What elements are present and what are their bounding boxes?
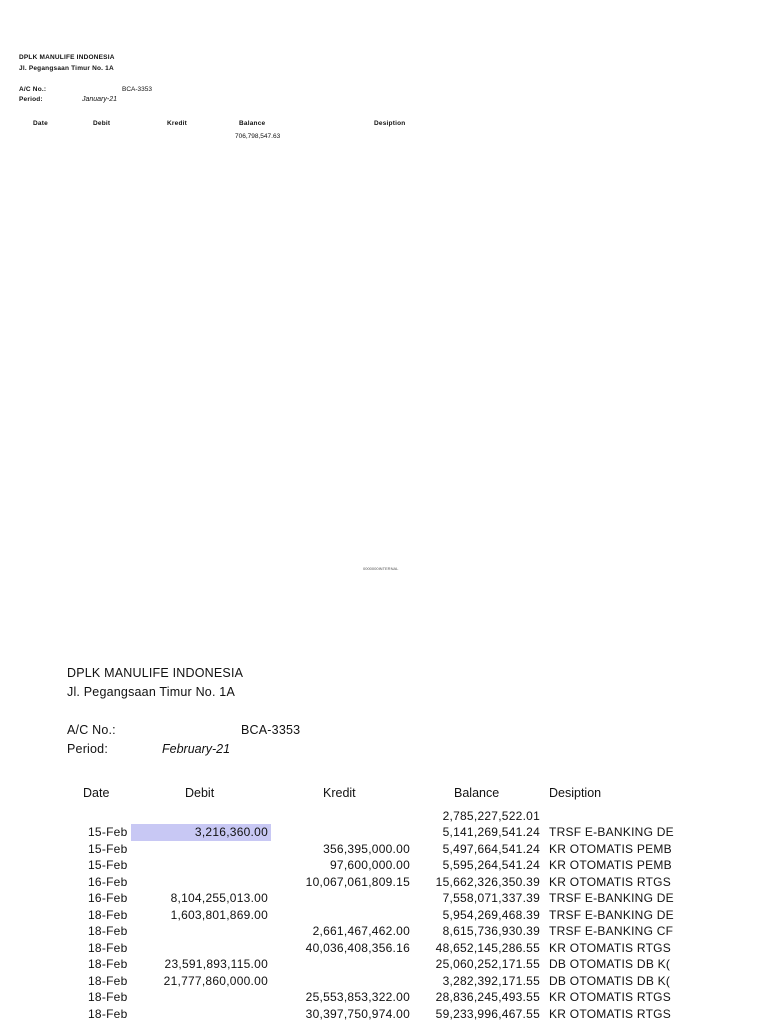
p1-col-debit: Debit <box>93 120 111 127</box>
row-date: 16-Feb <box>88 891 128 905</box>
row-date: 15-Feb <box>88 825 128 839</box>
row-date: 18-Feb <box>88 1006 128 1021</box>
p1-company-name: DPLK MANULIFE INDONESIA <box>19 54 115 61</box>
row-balance: 5,141,269,541.24 <box>442 825 540 839</box>
table-row <box>0 908 768 925</box>
table-row <box>0 842 768 859</box>
row-balance: 28,836,245,493.55 <box>435 990 540 1004</box>
row-balance: 15,662,326,350.39 <box>435 874 540 889</box>
p1-period-value: January-21 <box>82 96 118 103</box>
table-row <box>0 990 768 1007</box>
table-row <box>0 974 768 991</box>
row-balance: 25,060,252,171.55 <box>435 957 540 971</box>
p2-period-label: Period: <box>67 742 109 756</box>
row-date: 18-Feb <box>88 924 128 938</box>
row-debit: 21,777,860,000.00 <box>163 973 268 988</box>
p1-period-label: Period: <box>19 96 43 103</box>
row-balance: 59,233,996,467.55 <box>435 1006 540 1021</box>
row-description: KR OTOMATIS RTGS <box>549 874 672 889</box>
p1-ac-value: BCA-3353 <box>122 86 152 93</box>
p1-ac-label: A/C No.: <box>19 86 47 93</box>
p1-col-description: Desiption <box>374 120 406 127</box>
internal-classification-mark: 0000000INTERNAL <box>363 566 399 571</box>
p2-company-name: DPLK MANULIFE INDONESIA <box>67 666 244 680</box>
row-description: TRSF E-BANKING DE <box>549 825 674 839</box>
p2-address: Jl. Pegangsaan Timur No. 1A <box>67 685 235 699</box>
p1-opening-balance: 706,798,547.63 <box>235 133 281 140</box>
row-kredit: 2,661,467,462.00 <box>312 924 410 938</box>
row-description: KR OTOMATIS RTGS <box>549 990 672 1004</box>
p2-col-debit: Debit <box>185 786 215 800</box>
table-row <box>0 825 768 842</box>
row-date: 18-Feb <box>88 973 128 988</box>
row-kredit: 97,600,000.00 <box>330 858 410 872</box>
table-row <box>0 957 768 974</box>
row-description: TRSF E-BANKING DE <box>549 907 674 922</box>
p2-ac-value: BCA-3353 <box>241 723 301 737</box>
row-debit: 8,104,255,013.00 <box>170 891 268 905</box>
row-kredit: 10,067,061,809.15 <box>305 874 410 889</box>
row-date: 16-Feb <box>88 874 128 889</box>
p1-col-date: Date <box>33 120 48 127</box>
table-row <box>0 924 768 941</box>
table-row <box>0 1007 768 1024</box>
row-debit: 23,591,893,115.00 <box>164 957 268 971</box>
p2-col-kredit: Kredit <box>323 786 356 800</box>
row-date: 18-Feb <box>88 940 128 955</box>
table-row <box>0 891 768 908</box>
row-balance: 3,282,392,171.55 <box>442 973 540 988</box>
row-balance: 48,652,145,286.55 <box>435 940 540 955</box>
row-kredit: 30,397,750,974.00 <box>305 1006 410 1021</box>
row-balance: 5,497,664,541.24 <box>442 841 540 856</box>
row-description: DB OTOMATIS DB K( <box>549 957 671 971</box>
p1-col-kredit: Kredit <box>167 120 187 127</box>
p2-opening-balance: 2,785,227,522.01 <box>442 809 540 823</box>
row-description: KR OTOMATIS PEMB <box>549 841 672 856</box>
table-row <box>0 941 768 958</box>
table-row <box>0 858 768 875</box>
row-debit: 3,216,360.00 <box>194 825 268 839</box>
row-description: KR OTOMATIS RTGS <box>549 1006 672 1021</box>
row-description: TRSF E-BANKING DE <box>549 891 674 905</box>
row-description: DB OTOMATIS DB K( <box>549 973 671 988</box>
p2-col-description: Desiption <box>549 786 602 800</box>
row-date: 15-Feb <box>88 858 128 872</box>
row-description: KR OTOMATIS PEMB <box>549 858 672 872</box>
row-balance: 7,558,071,337.39 <box>442 891 540 905</box>
p2-col-date: Date <box>83 786 110 800</box>
p1-col-balance: Balance <box>239 120 266 127</box>
p2-col-balance: Balance <box>454 786 500 800</box>
row-balance: 8,615,736,930.39 <box>442 924 540 938</box>
row-kredit: 356,395,000.00 <box>323 841 410 856</box>
row-kredit: 25,553,853,322.00 <box>305 990 410 1004</box>
row-date: 15-Feb <box>88 841 128 856</box>
p2-ac-label: A/C No.: <box>67 723 116 737</box>
row-description: TRSF E-BANKING CF <box>549 924 674 938</box>
table-row <box>0 875 768 892</box>
row-kredit: 40,036,408,356.16 <box>305 940 410 955</box>
row-date: 18-Feb <box>88 990 128 1004</box>
row-debit: 1,603,801,869.00 <box>170 907 268 922</box>
p2-period-value: February-21 <box>162 742 231 756</box>
row-balance: 5,954,269,468.39 <box>442 907 540 922</box>
row-date: 18-Feb <box>88 907 128 922</box>
row-description: KR OTOMATIS RTGS <box>549 940 672 955</box>
row-date: 18-Feb <box>88 957 128 971</box>
p1-address: Jl. Pegangsaan Timur No. 1A <box>19 65 114 72</box>
row-balance: 5,595,264,541.24 <box>442 858 540 872</box>
